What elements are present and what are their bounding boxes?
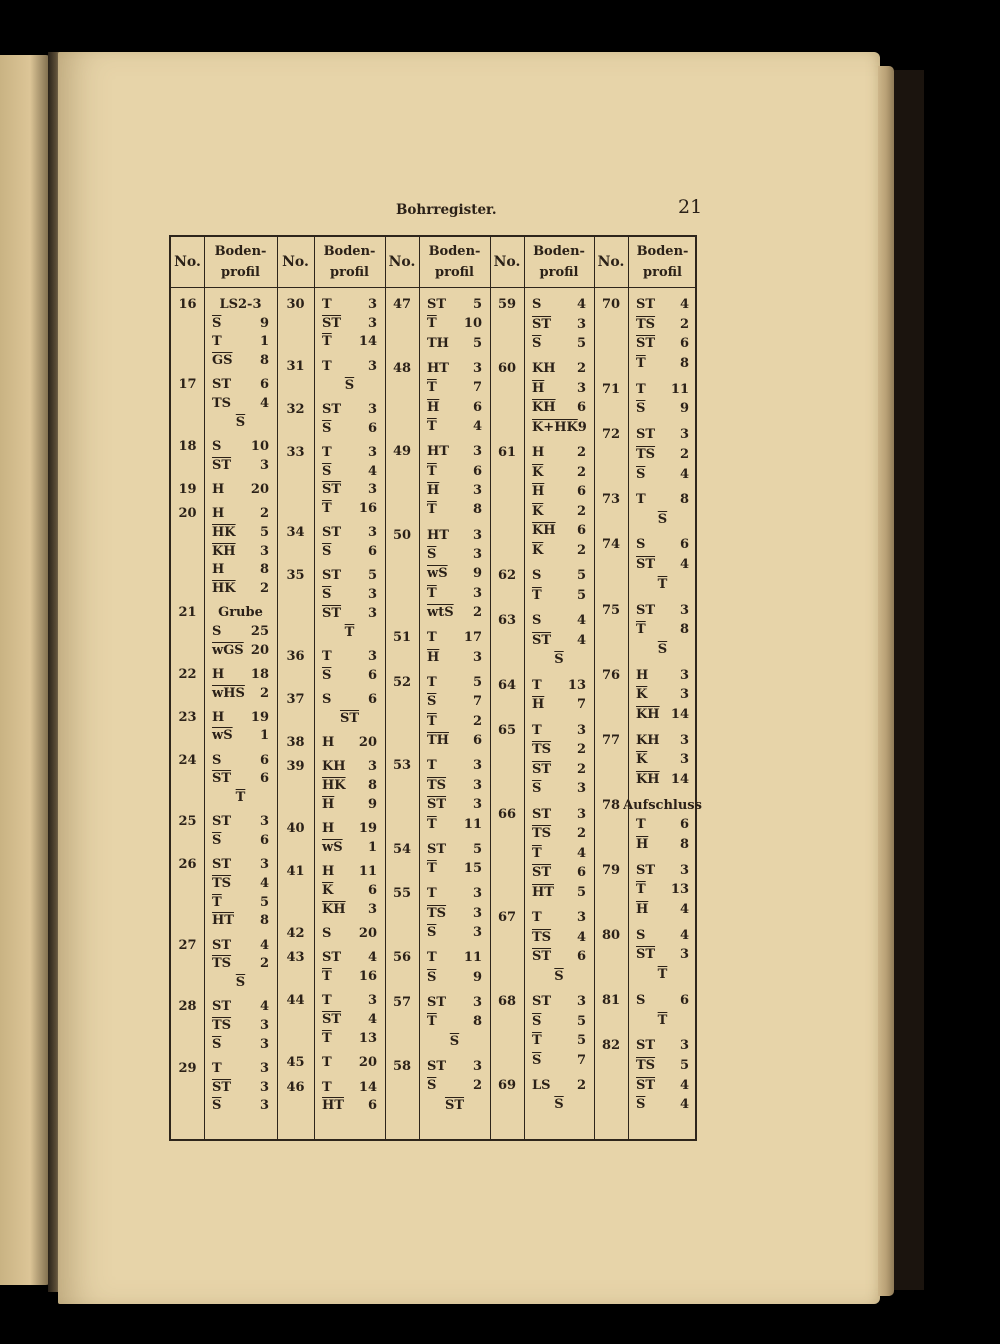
borehole-number: 78 [601, 797, 621, 813]
soil-profile-layer: $\overline{KH}$ 14 [636, 772, 689, 788]
page-stack-edge [878, 66, 894, 1296]
column-header-bodenprofil: Boden- profil [214, 244, 267, 280]
soil-profile-layer: $\overline{HK}$ 8 [322, 778, 377, 794]
borehole-number: 54 [392, 841, 412, 857]
soil-profile-layer: $\overline{TS}$ 2 [532, 826, 586, 842]
soil-profile-layer: $\overline{H}$ 4 [636, 902, 689, 918]
soil-profile-layer: $\overline{S}$ [235, 975, 246, 991]
soil-profile-layer: $\overline{TS}$ 2 [636, 446, 689, 462]
book-cover-edge [894, 70, 924, 1290]
soil-profile-layer: $\overline{wHS}$ 2 [212, 685, 269, 701]
soil-profile-layer: ST 4 [322, 950, 377, 966]
soil-profile-layer: $\overline{H}$ 3 [532, 380, 586, 396]
soil-profile-layer: $\overline{TS}$ 2 [636, 316, 689, 332]
borehole-number: 80 [601, 927, 621, 943]
borehole-number: 36 [286, 648, 305, 664]
borehole-number: 52 [392, 675, 412, 690]
soil-profile-layer: ST 5 [322, 568, 377, 584]
soil-profile-layer: $\overline{HK}$ 2 [212, 580, 269, 596]
borehole-number: 77 [601, 732, 621, 748]
soil-profile-layer: $\overline{T}$ [657, 1012, 668, 1028]
soil-profile-layer: H 19 [212, 709, 269, 725]
soil-profile-layer: $\overline{T}$ 5 [532, 1033, 586, 1049]
soil-profile-layer: $\overline{T}$ [235, 790, 246, 806]
soil-profile-layer: $\overline{T}$ 8 [427, 502, 482, 518]
soil-profile-layer: T 3 [322, 358, 377, 374]
soil-profile-layer: LS2-3 [219, 297, 262, 312]
borehole-number: 31 [286, 358, 305, 374]
soil-profile-layer: $\overline{S}$ [235, 414, 246, 430]
borehole-number: 16 [178, 297, 197, 312]
borehole-number: 48 [392, 360, 412, 376]
soil-profile-layer: T 17 [427, 630, 482, 646]
soil-profile-layer: ST 3 [322, 525, 377, 541]
soil-profile-layer: $\overline{H}$ 7 [532, 697, 586, 713]
soil-profile-layer: H 20 [212, 481, 269, 497]
soil-profile-layer: $\overline{TS}$ 3 [427, 777, 482, 793]
soil-profile-layer: $\overline{ST}$ 6 [636, 336, 689, 352]
header-rule [171, 287, 695, 288]
soil-profile-layer: $\overline{ST}$ 6 [532, 949, 586, 965]
soil-profile-layer: ST 3 [212, 814, 269, 830]
soil-profile-layer: $\overline{T}$ 8 [636, 356, 689, 372]
soil-profile-layer: $\overline{ST}$ 4 [532, 632, 586, 648]
borehole-number: 61 [497, 445, 517, 461]
soil-profile-layer: $\overline{S}$ 7 [427, 694, 482, 710]
soil-profile-layer: S 5 [532, 568, 586, 584]
soil-profile-layer: $\overline{S}$ 3 [212, 1036, 269, 1052]
borehole-number: 76 [601, 667, 621, 683]
borehole-number: 71 [601, 381, 621, 397]
soil-profile-layer: $\overline{wtS}$ 2 [427, 605, 482, 621]
soil-profile-layer: $\overline{TS}$ 4 [212, 876, 269, 892]
borehole-number: 72 [601, 427, 621, 443]
borehole-number: 58 [392, 1058, 412, 1074]
soil-profile-layer: $\overline{TS}$ 2 [532, 742, 586, 758]
column-header-no: No. [174, 253, 201, 270]
borehole-number: 26 [178, 857, 197, 873]
soil-profile-layer: $\overline{TS}$ 4 [532, 929, 586, 945]
borehole-number: 64 [497, 677, 517, 693]
soil-profile-layer: T 3 [322, 444, 377, 460]
column-header-bodenprofil: Boden- profil [636, 244, 689, 280]
soil-profile-layer: ST 3 [636, 1038, 689, 1054]
soil-profile-layer: $\overline{K}$ 2 [532, 464, 586, 480]
soil-profile-layer: T 20 [322, 1055, 377, 1071]
soil-profile-layer: $\overline{T}$ 8 [427, 1014, 482, 1030]
soil-profile-layer: T 3 [427, 758, 482, 774]
borehole-number: 62 [497, 568, 517, 584]
soil-profile-layer: $\overline{S}$ [554, 968, 564, 984]
soil-profile-layer: H 8 [212, 562, 269, 578]
soil-profile-layer: $\overline{ST}$ 4 [322, 1012, 377, 1028]
borehole-number: 50 [392, 527, 412, 543]
soil-profile-layer: $\overline{S}$ [554, 652, 564, 668]
facing-page-edge [0, 55, 50, 1285]
soil-profile-layer: $\overline{T}$ 16 [322, 969, 377, 985]
soil-profile-layer: $\overline{KH}$ 6 [532, 523, 586, 539]
borehole-number: 75 [601, 602, 621, 618]
borehole-number: 41 [286, 864, 305, 880]
soil-profile-layer: $\overline{T}$ 4 [532, 845, 586, 861]
soil-profile-layer: ST 5 [427, 297, 482, 312]
soil-profile-layer: $\overline{S}$ 2 [427, 1078, 482, 1094]
soil-profile-layer: ST 3 [636, 862, 689, 878]
borehole-number: 68 [497, 994, 517, 1009]
soil-profile-layer: TH 5 [427, 335, 482, 351]
borehole-number: 79 [601, 862, 621, 878]
soil-profile-layer: $\overline{TS}$ 2 [212, 956, 269, 972]
column-header-no: No. [282, 253, 309, 270]
soil-profile-layer: $\overline{T}$ 13 [636, 882, 689, 898]
soil-profile-layer: $\overline{H}$ 6 [532, 484, 586, 500]
soil-profile-layer: $\overline{H}$ 9 [322, 796, 377, 812]
soil-profile-layer: $\overline{S}$ [657, 511, 668, 527]
soil-profile-layer: $\overline{H}$ 8 [636, 837, 689, 853]
soil-profile-layer: $\overline{T}$ 8 [636, 622, 689, 638]
soil-profile-layer: $\overline{ST}$ 3 [212, 1079, 269, 1095]
soil-profile-layer: ST 3 [636, 427, 689, 443]
soil-profile-layer: T 8 [636, 492, 689, 508]
soil-profile-layer: T 3 [322, 297, 377, 312]
soil-profile-layer: $\overline{K}$ 3 [636, 687, 689, 703]
soil-profile-layer: S 10 [212, 438, 269, 454]
borehole-number: 29 [178, 1060, 197, 1076]
soil-profile-layer: $\overline{T}$ [657, 576, 668, 592]
soil-profile-layer: $\overline{ST}$ 4 [636, 557, 689, 573]
soil-profile-layer: T 3 [322, 993, 377, 1009]
soil-profile-layer: T 13 [532, 677, 586, 693]
soil-profile-layer: $\overline{S}$ 3 [427, 925, 482, 941]
borehole-number: 73 [601, 492, 621, 508]
column-header-bodenprofil: Boden- profil [428, 244, 481, 280]
soil-profile-layer: H 2 [212, 506, 269, 522]
borehole-number: 37 [286, 692, 305, 708]
soil-profile-layer: T 1 [212, 334, 269, 350]
soil-profile-layer: $\overline{T}$ 13 [322, 1030, 377, 1046]
soil-profile-layer: $\overline{ST}$ [444, 1097, 465, 1113]
borehole-number: 32 [286, 401, 305, 417]
soil-profile-layer: $\overline{S}$ 3 [322, 587, 377, 603]
soil-profile-layer: $\overline{S}$ 4 [322, 463, 377, 479]
soil-profile-layer: ST 3 [532, 994, 586, 1009]
soil-profile-layer: $\overline{ST}$ [339, 710, 360, 726]
column-rule [628, 237, 629, 1139]
soil-profile-layer: $\overline{T}$ 2 [427, 713, 482, 729]
soil-profile-layer: TS 4 [212, 395, 269, 411]
soil-profile-layer: $\overline{S}$ 6 [212, 833, 269, 849]
borehole-number: 44 [286, 993, 305, 1009]
borehole-number: 38 [286, 735, 305, 751]
soil-profile-layer: $\overline{S}$ 7 [532, 1052, 586, 1068]
borehole-number: 65 [497, 722, 517, 738]
soil-profile-layer: HT 3 [427, 360, 482, 376]
soil-profile-layer: $\overline{T}$ 5 [212, 894, 269, 910]
borehole-number: 27 [178, 937, 197, 953]
soil-profile-layer: $\overline{T}$ 7 [427, 380, 482, 396]
soil-profile-layer: H 3 [636, 667, 689, 683]
soil-profile-layer: $\overline{KH}$ 14 [636, 707, 689, 722]
borehole-number: 55 [392, 886, 412, 902]
soil-profile-layer: ST 3 [427, 1058, 482, 1074]
soil-profile-layer: $\overline{HK}$ 5 [212, 524, 269, 540]
soil-profile-layer: K+HK 9 [532, 420, 587, 435]
soil-profile-layer: $\overline{T}$ 15 [427, 861, 482, 877]
soil-profile-layer: S 6 [636, 537, 689, 553]
borehole-number: 82 [601, 1038, 621, 1054]
borehole-number: 33 [286, 444, 305, 460]
soil-profile-layer: $\overline{S}$ 9 [636, 401, 689, 417]
soil-profile-layer: ST 3 [636, 602, 689, 618]
soil-profile-layer: H 20 [322, 735, 377, 751]
soil-profile-layer: $\overline{ST}$ 4 [636, 1077, 689, 1093]
soil-profile-layer: ST 4 [212, 937, 269, 953]
borehole-number: 39 [286, 759, 305, 775]
soil-profile-layer: $\overline{wS}$ 9 [427, 566, 482, 582]
soil-profile-layer: $\overline{S}$ 6 [322, 420, 377, 436]
soil-profile-layer: $\overline{HT}$ 8 [212, 913, 269, 929]
soil-profile-layer: $\overline{S}$ 6 [322, 667, 377, 683]
soil-profile-layer: KH 2 [532, 361, 586, 377]
soil-profile-layer: $\overline{S}$ [554, 1097, 564, 1113]
soil-profile-layer: Aufschluss [623, 797, 702, 813]
soil-profile-layer: $\overline{T}$ 11 [427, 816, 482, 832]
soil-profile-layer: H 2 [532, 445, 586, 461]
soil-profile-layer: Grube [218, 605, 263, 621]
borehole-number: 69 [497, 1077, 517, 1093]
soil-profile-layer: S 4 [532, 297, 586, 312]
borehole-number: 23 [178, 709, 197, 725]
borehole-number: 25 [178, 814, 197, 830]
borehole-number: 56 [392, 950, 412, 966]
soil-profile-layer: $\overline{S}$ 4 [636, 1097, 689, 1113]
soil-profile-layer: $\overline{S}$ [449, 1033, 460, 1049]
soil-profile-layer: T 14 [322, 1079, 377, 1095]
soil-profile-layer: ST 4 [636, 297, 689, 312]
soil-profile-layer: $\overline{K}$ 2 [532, 503, 586, 519]
borehole-number: 45 [286, 1055, 305, 1071]
soil-profile-layer: $\overline{ST}$ 2 [532, 761, 586, 777]
borehole-number: 20 [178, 506, 197, 522]
soil-profile-layer: $\overline{wS}$ 1 [212, 728, 269, 744]
soil-profile-layer: ST 3 [427, 994, 482, 1010]
soil-profile-layer: $\overline{T}$ [657, 967, 668, 983]
borehole-number: 81 [601, 992, 621, 1008]
soil-profile-layer: $\overline{wGS}$ 20 [212, 642, 269, 658]
borehole-number: 43 [286, 950, 305, 966]
borehole-number: 59 [497, 297, 517, 312]
borehole-number: 18 [178, 438, 197, 454]
soil-profile-layer: T 3 [532, 910, 586, 926]
soil-profile-layer: $\overline{KH}$ 3 [322, 901, 377, 917]
soil-profile-layer: $\overline{T}$ 16 [322, 501, 377, 517]
borehole-number: 51 [392, 630, 412, 646]
column-header-no: No. [597, 253, 625, 270]
soil-profile-layer: T 3 [532, 722, 586, 738]
borehole-number: 46 [286, 1079, 305, 1095]
borehole-number: 30 [286, 297, 305, 312]
soil-profile-layer: $\overline{S}$ 3 [532, 781, 586, 797]
borehole-number: 66 [497, 806, 517, 822]
borehole-number: 49 [392, 444, 412, 460]
soil-profile-layer: $\overline{TS}$ 3 [427, 905, 482, 921]
soil-profile-layer: $\overline{S}$ 3 [427, 547, 482, 563]
soil-profile-layer: $\overline{S}$ [657, 641, 668, 657]
soil-profile-layer: $\overline{TS}$ 5 [636, 1057, 689, 1073]
soil-profile-layer: $\overline{TH}$ 6 [427, 733, 482, 749]
soil-profile-layer: $\overline{T}$ [344, 624, 355, 640]
soil-profile-layer: LS 2 [532, 1077, 586, 1093]
borehole-number: 42 [286, 926, 305, 942]
soil-profile-layer: ST 5 [427, 841, 482, 857]
soil-profile-layer: $\overline{S}$ 3 [212, 1098, 269, 1114]
page-number: 21 [678, 196, 703, 218]
soil-profile-layer: $\overline{TS}$ 3 [212, 1018, 269, 1033]
soil-profile-layer: $\overline{HT}$ 6 [322, 1098, 377, 1114]
soil-profile-layer: $\overline{H}$ 6 [427, 399, 482, 415]
soil-profile-layer: $\overline{T}$ 3 [427, 585, 482, 601]
soil-profile-layer: H 18 [212, 666, 269, 682]
soil-profile-layer: $\overline{T}$ 14 [322, 334, 377, 350]
soil-profile-layer: S 20 [322, 926, 377, 942]
borehole-number: 74 [601, 537, 621, 553]
soil-profile-layer: $\overline{wS}$ 1 [322, 839, 377, 855]
soil-profile-layer: $\overline{ST}$ 6 [532, 865, 586, 881]
soil-profile-layer: HT 3 [427, 444, 482, 460]
borehole-number: 60 [497, 361, 517, 377]
soil-profile-layer: $\overline{S}$ [344, 377, 355, 393]
soil-profile-layer: $\overline{GS}$ 8 [212, 353, 269, 369]
column-rule [524, 237, 525, 1139]
column-rule [204, 237, 205, 1139]
soil-profile-layer: $\overline{HT}$ 5 [532, 884, 586, 900]
soil-profile-layer: $\overline{T}$ 4 [427, 419, 482, 435]
soil-profile-layer: S 25 [212, 623, 269, 639]
soil-profile-layer: ST 3 [212, 857, 269, 873]
borehole-number: 28 [178, 999, 197, 1015]
soil-profile-layer: $\overline{ST}$ 3 [322, 482, 377, 498]
borehole-number: 47 [392, 297, 412, 312]
soil-profile-layer: $\overline{K}$ 2 [532, 543, 586, 558]
soil-profile-layer: $\overline{T}$ 10 [427, 316, 482, 332]
soil-profile-layer: ST 3 [532, 806, 586, 822]
soil-profile-layer: T 6 [636, 817, 689, 833]
soil-profile-layer: KH 3 [636, 732, 689, 748]
borehole-number: 22 [178, 666, 197, 682]
soil-profile-layer: KH 3 [322, 759, 377, 775]
borehole-number: 35 [286, 568, 305, 584]
soil-profile-layer: T 11 [427, 950, 482, 966]
soil-profile-layer: $\overline{S}$ 5 [532, 1013, 586, 1029]
soil-profile-layer: T 3 [212, 1060, 269, 1076]
borehole-number: 24 [178, 752, 197, 768]
borehole-number: 67 [497, 910, 517, 926]
soil-profile-layer: $\overline{T}$ 6 [427, 463, 482, 479]
soil-profile-layer: $\overline{S}$ 5 [532, 336, 586, 352]
borehole-number: 40 [286, 821, 305, 837]
soil-profile-layer: T 11 [636, 381, 689, 397]
soil-profile-layer: T 3 [427, 886, 482, 902]
soil-profile-layer: ST 6 [212, 377, 269, 393]
soil-profile-layer: H 19 [322, 821, 377, 837]
soil-profile-layer: ST 4 [212, 999, 269, 1015]
column-rule [314, 237, 315, 1139]
borehole-number: 57 [392, 994, 412, 1010]
soil-profile-layer: $\overline{K}$ 6 [322, 882, 377, 898]
borehole-number: 21 [178, 605, 197, 621]
borehole-number: 53 [392, 758, 412, 774]
soil-profile-layer: S 4 [532, 613, 586, 629]
column-header-no: No. [493, 253, 521, 270]
column-header-bodenprofil: Boden- profil [533, 244, 585, 280]
soil-profile-layer: $\overline{S}$ 9 [427, 969, 482, 985]
borehole-number: 63 [497, 613, 517, 629]
column-rule [419, 237, 420, 1139]
soil-profile-layer: ST 3 [322, 401, 377, 417]
soil-profile-layer: HT 3 [427, 527, 482, 543]
soil-profile-layer: S 6 [212, 752, 269, 768]
soil-profile-layer: T 3 [322, 648, 377, 664]
soil-profile-layer: S 4 [636, 927, 689, 943]
soil-profile-layer: S 6 [636, 992, 689, 1008]
column-header-no: No. [388, 253, 416, 270]
soil-profile-layer: $\overline{ST}$ 3 [427, 797, 482, 813]
borehole-number: 17 [178, 377, 197, 393]
soil-profile-layer: $\overline{KH}$ 6 [532, 400, 586, 416]
soil-profile-layer: $\overline{ST}$ 3 [322, 315, 377, 331]
running-head: Bohrregister. [396, 202, 497, 218]
soil-profile-layer: $\overline{S}$ 4 [636, 466, 689, 482]
soil-profile-layer: $\overline{ST}$ 3 [322, 605, 377, 621]
column-header-bodenprofil: Boden- profil [323, 244, 376, 280]
soil-profile-layer: $\overline{H}$ 3 [427, 483, 482, 499]
soil-profile-layer: $\overline{ST}$ 6 [212, 771, 269, 787]
soil-profile-layer: $\overline{ST}$ 3 [636, 947, 689, 963]
soil-profile-layer: $\overline{KH}$ 3 [212, 543, 269, 559]
soil-profile-layer: H 11 [322, 864, 377, 880]
borehole-register-table [169, 235, 702, 1141]
soil-profile-layer: $\overline{ST}$ 3 [212, 457, 269, 473]
soil-profile-layer: $\overline{ST}$ 3 [532, 316, 586, 332]
soil-profile-layer: S 6 [322, 692, 377, 708]
soil-profile-layer: $\overline{S}$ 9 [212, 315, 269, 331]
soil-profile-layer: $\overline{S}$ 6 [322, 544, 377, 560]
soil-profile-layer: T 5 [427, 675, 482, 690]
soil-profile-layer: $\overline{T}$ 5 [532, 587, 586, 603]
soil-profile-layer: $\overline{K}$ 3 [636, 752, 689, 768]
borehole-number: 70 [601, 297, 621, 312]
soil-profile-layer: $\overline{H}$ 3 [427, 649, 482, 665]
borehole-number: 34 [286, 525, 305, 541]
borehole-number: 19 [178, 481, 197, 497]
